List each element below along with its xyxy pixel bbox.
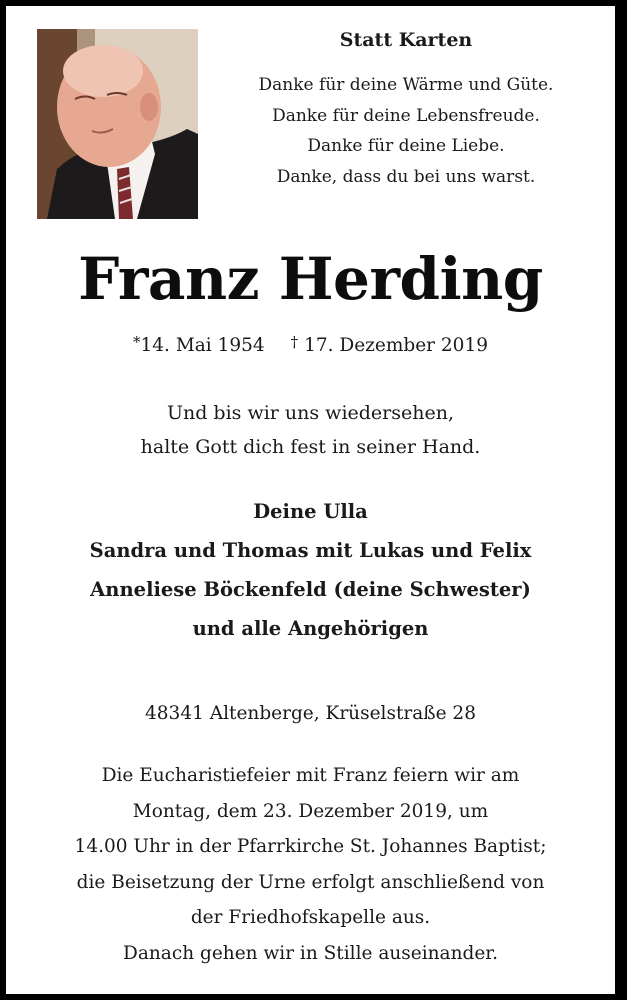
death-date: 17. Dezember 2019 [304, 335, 488, 356]
thanks-line: Danke für deine Lebensfreude. [272, 105, 540, 126]
portrait-photo [37, 29, 198, 219]
service-line: Danach gehen wir in Stille auseinander. [123, 942, 498, 964]
verse-line: Und bis wir uns wiedersehen, [166, 402, 455, 424]
thanks-lines [216, 70, 596, 192]
death-cross-icon: † [290, 333, 299, 351]
service-line: Montag, dem 23. Dezember 2019, um [132, 800, 489, 822]
mourners-list [6, 492, 615, 648]
thanks-line: Danke, dass du bei uns warst. [276, 166, 536, 187]
life-dates [6, 328, 615, 360]
thanks-line: Danke für deine Liebe. [307, 136, 505, 156]
mourner-line: Sandra und Thomas mit Lukas und Felix [89, 539, 532, 562]
verse-line: halte Gott dich fest in seiner Hand. [140, 436, 481, 458]
obituary-notice [6, 6, 615, 994]
address: 48341 Altenberge, Krüselstraße 28 [145, 703, 476, 724]
service-line: 14.00 Uhr in der Pfarrkirche St. Johannes Baptist; [74, 836, 547, 857]
header-block [216, 26, 596, 192]
verse [6, 396, 615, 464]
mourner-line: Deine Ulla [253, 500, 368, 523]
service-line: Die Eucharistiefeier mit Franz feiern wir am [101, 765, 520, 786]
service-line: die Beisetzung der Urne erfolgt anschließend von [76, 871, 545, 893]
birth-star-icon: * [133, 333, 141, 351]
service-line: der Friedhofskapelle aus. [190, 907, 431, 928]
service-details [6, 758, 615, 971]
mourner-line: und alle Angehörigen [192, 617, 429, 640]
thanks-line: Danke für deine Wärme und Güte. [258, 75, 554, 95]
birth-date: 14. Mai 1954 [140, 335, 265, 356]
deceased-name: Franz Herding [78, 245, 543, 313]
mourner-line: Anneliese Böckenfeld (deine Schwester) [90, 578, 531, 601]
heading-statt-karten: Statt Karten [339, 29, 473, 51]
